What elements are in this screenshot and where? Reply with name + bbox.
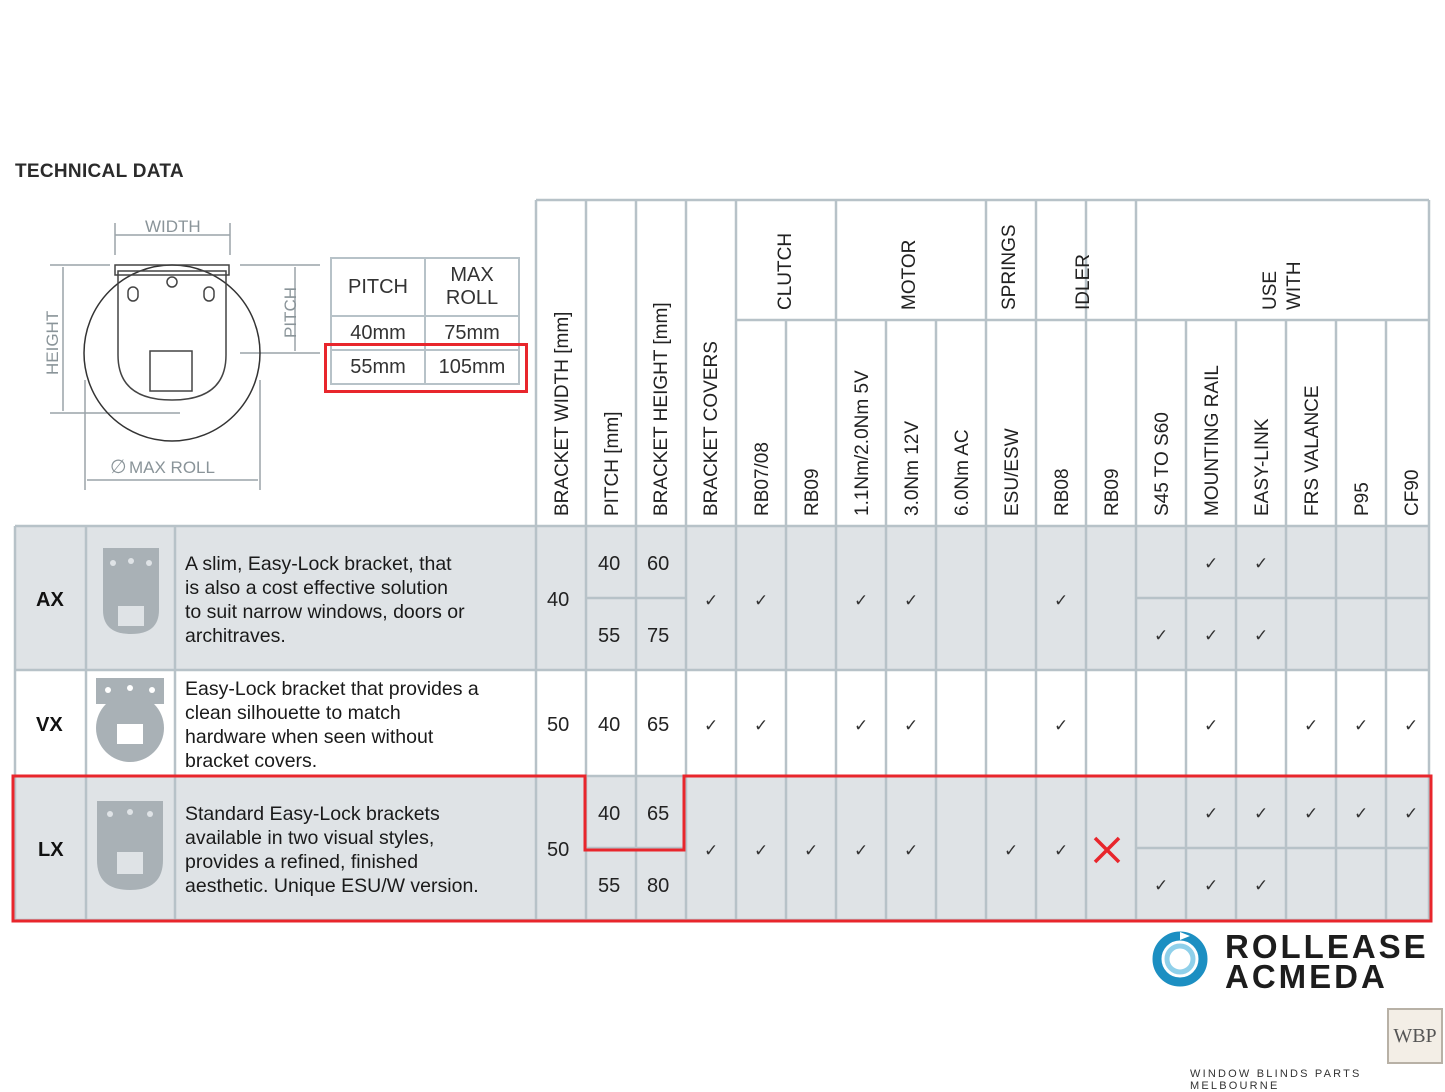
ax-pitch-55: 55 — [598, 625, 621, 647]
ax-desc-line: A slim, Easy-Lock bracket, that — [185, 553, 452, 575]
subheader-mounting-rail: MOUNTING RAIL — [1202, 365, 1223, 516]
pitch-55: 55mm — [331, 350, 425, 384]
lx-height-80: 80 — [647, 875, 670, 897]
diagram-diameter-symbol: ∅ — [110, 456, 127, 478]
pitch-40: 40mm — [331, 316, 425, 350]
lx-height-65: 65 — [647, 803, 670, 825]
check-icon: ✓ — [1204, 716, 1219, 736]
check-icon: ✓ — [1204, 876, 1219, 896]
check-icon: ✓ — [1304, 804, 1319, 824]
ax-description — [185, 552, 465, 648]
subheader-esu-esw: ESU/ESW — [1002, 428, 1023, 516]
vx-bracket-icon — [96, 678, 164, 762]
check-icon: ✓ — [1254, 804, 1269, 824]
check-icon: ✓ — [904, 591, 919, 611]
lx-desc-line: Standard Easy-Lock brackets — [185, 803, 440, 825]
rollease-acmeda-logo-icon — [1150, 928, 1210, 990]
check-icon: ✓ — [1354, 716, 1369, 736]
check-icon: ✓ — [854, 841, 869, 861]
maxroll-header-line1: MAX — [450, 264, 494, 286]
check-icon: ✓ — [1254, 876, 1269, 896]
check-icon: ✓ — [1204, 554, 1219, 574]
header-bracket-width: BRACKET WIDTH [mm] — [552, 311, 573, 516]
header-pitch: PITCH [mm] — [602, 411, 623, 516]
lx-bracket-icon — [97, 801, 163, 890]
ax-pitch-40: 40 — [598, 553, 621, 575]
diagram-maxroll-label: MAX ROLL — [129, 458, 215, 477]
ax-desc-line: is also a cost effective solution — [185, 577, 449, 599]
check-icon: ✓ — [1354, 804, 1369, 824]
check-icon: ✓ — [1054, 716, 1069, 736]
diagram-height-label: HEIGHT — [43, 310, 62, 375]
check-icon: ✓ — [1154, 626, 1169, 646]
check-icon: ✓ — [704, 716, 719, 736]
model-lx: LX — [38, 839, 64, 861]
check-icon: ✓ — [1054, 591, 1069, 611]
lx-width: 50 — [547, 839, 570, 861]
roll-75: 75mm — [425, 316, 519, 350]
header-use-with-line2: WITH — [1284, 261, 1305, 310]
subheader-1-1nm-2-0nm-5v: 1.1Nm/2.0Nm 5V — [852, 370, 873, 516]
maxroll-header-line2: ROLL — [445, 287, 499, 309]
diagram-pitch-label: PITCH — [281, 287, 300, 338]
roll-105: 105mm — [425, 350, 519, 384]
ax-height-60: 60 — [647, 553, 670, 575]
check-icon: ✓ — [904, 716, 919, 736]
header-springs: SPRINGS — [999, 224, 1020, 310]
wbp-logo: WBP — [1387, 1008, 1443, 1064]
check-icon: ✓ — [804, 841, 819, 861]
model-ax: AX — [36, 589, 64, 611]
vx-desc-line: clean silhouette to match — [185, 702, 401, 724]
vx-desc-line: Easy-Lock bracket that provides a — [185, 678, 479, 700]
wbp-caption: WINDOW BLINDS PARTS MELBOURNE — [1190, 1068, 1362, 1092]
subheader-frs-valance: FRS VALANCE — [1302, 385, 1323, 516]
subheader-rb08: RB08 — [1052, 468, 1073, 516]
subheader-rb09: RB09 — [1102, 468, 1123, 516]
vx-description — [185, 677, 479, 773]
brand-name-line2: ACMEDA — [1225, 958, 1388, 995]
pitch-header: PITCH — [331, 258, 425, 316]
vx-desc-line: hardware when seen without — [185, 726, 434, 748]
subheader-rb07-08: RB07/08 — [752, 442, 773, 516]
check-icon: ✓ — [1254, 554, 1269, 574]
subheader-s45-to-s60: S45 TO S60 — [1152, 412, 1173, 516]
check-icon: ✓ — [1404, 716, 1419, 736]
subheader-easy-link: EASY-LINK — [1252, 418, 1273, 516]
check-icon: ✓ — [1204, 804, 1219, 824]
check-icon: ✓ — [1404, 804, 1419, 824]
check-icon: ✓ — [754, 841, 769, 861]
header-clutch: CLUTCH — [775, 232, 796, 310]
header-use-with-line1: USE — [1260, 270, 1281, 310]
subheader-3-0nm-12v: 3.0Nm 12V — [902, 420, 923, 516]
subheader-p95: P95 — [1352, 482, 1373, 516]
vx-height: 65 — [647, 714, 670, 736]
vx-width: 50 — [547, 714, 570, 736]
subheader-rb09: RB09 — [802, 468, 823, 516]
vx-desc-line: bracket covers. — [185, 750, 318, 772]
check-icon: ✓ — [904, 841, 919, 861]
lx-desc-line: aesthetic. Unique ESU/W version. — [185, 875, 479, 897]
check-icon: ✓ — [1204, 626, 1219, 646]
header-bracket-covers: BRACKET COVERS — [701, 341, 722, 516]
subheader-6-0nm-ac: 6.0Nm AC — [952, 429, 973, 516]
check-icon: ✓ — [754, 591, 769, 611]
lx-description — [185, 802, 479, 898]
ax-width: 40 — [547, 589, 570, 611]
check-icon: ✓ — [1304, 716, 1319, 736]
subheader-cf90: CF90 — [1402, 469, 1423, 516]
model-vx: VX — [36, 714, 63, 736]
check-icon: ✓ — [754, 716, 769, 736]
check-icon: ✓ — [854, 591, 869, 611]
lx-desc-line: available in two visual styles, — [185, 827, 435, 849]
header-idler: IDLER — [1073, 254, 1094, 310]
ax-height-75: 75 — [647, 625, 670, 647]
header-bracket-height: BRACKET HEIGHT [mm] — [651, 302, 672, 516]
header-motor: MOTOR — [899, 239, 920, 310]
check-icon: ✓ — [704, 591, 719, 611]
check-icon: ✓ — [854, 716, 869, 736]
lx-desc-line: provides a refined, finished — [185, 851, 419, 873]
page-title: TECHNICAL DATA — [15, 161, 184, 182]
check-icon: ✓ — [1054, 841, 1069, 861]
lx-pitch-40: 40 — [598, 803, 621, 825]
vx-pitch: 40 — [598, 714, 621, 736]
ax-desc-line: to suit narrow windows, doors or — [185, 601, 465, 623]
check-icon: ✓ — [1254, 626, 1269, 646]
ax-desc-line: architraves. — [185, 625, 286, 647]
ax-bracket-icon — [103, 548, 159, 634]
check-icon: ✓ — [1004, 841, 1019, 861]
check-icon: ✓ — [704, 841, 719, 861]
check-icon: ✓ — [1154, 876, 1169, 896]
lx-pitch-55: 55 — [598, 875, 621, 897]
diagram-width-label: WIDTH — [145, 217, 201, 236]
brand-name-line1: ROLLEASE — [1225, 928, 1429, 965]
